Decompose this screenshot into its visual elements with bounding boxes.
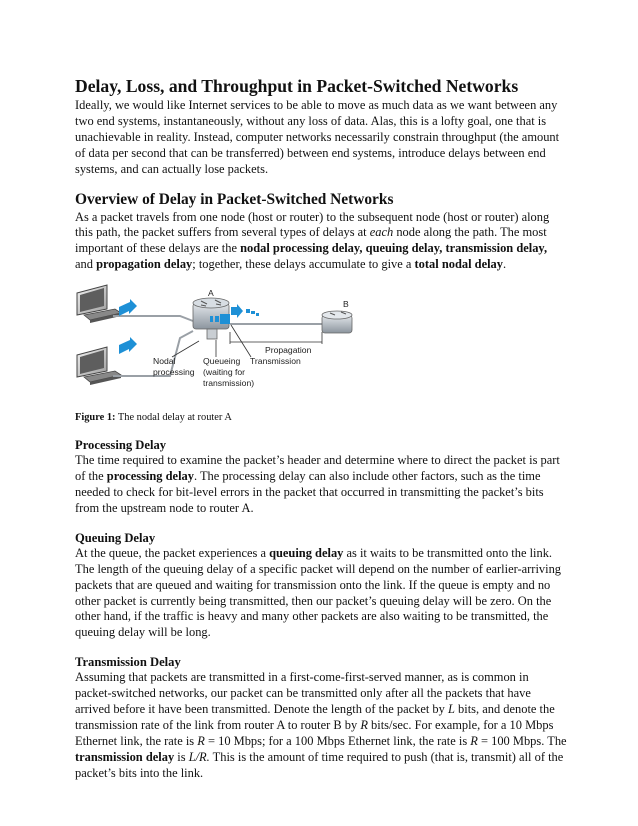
- processing-paragraph: The time required to examine the packet’s header and determine where to direct the packet is part of the processing delay. The processing delay can also include other factors, such as the time needed to check for bit-level errors in the packet that occurred in transmitting the packet’s bits from the upstream node to router A.: [75, 453, 560, 515]
- intro-paragraph: Ideally, we would like Internet services to be able to move as much data as we want between any two end systems, instantaneously, without any loss of data. Alas, this is a lofty goal, one that is unachievable in reality. Instead, computer networks necessarily constrain throughput (the amount of data per second that can be transferred) between end systems, introduce delays between end systems, and can actually lose packets.: [75, 98, 560, 176]
- transmission-paragraph: Assuming that packets are transmitted in a first-come-first-served manner, as is common in packet-switched networks, our packet can be transmitted only after all the packets that have arrived before it have been transmitted. Denote the length of the packet by L bits, and denote the transmission rate of the link from router A to router B by R bits/sec. For example, for a 10 Mbps Ethernet link, the rate is R = 10 Mbps; for a 100 Mbps Ethernet link, the rate is R = 100 Mbps. The transmission delay is L/R. This is the amount of time required to push (that is, transmit) all of the packet’s bits into the link.: [75, 670, 567, 780]
- label-b: B: [343, 299, 349, 310]
- router-a-icon: [193, 298, 230, 339]
- overview-heading: Overview of Delay in Packet-Switched Networks: [75, 190, 394, 208]
- packet-arrows: [119, 299, 259, 354]
- queuing-paragraph: At the queue, the packet experiences a queuing delay as it waits to be transmitted onto the link. The length of the queuing delay of a specific packet will depend on the number of earlier-arriving packets that are queued and waiting for transmission onto the link. If the queue is empty and no other packet is currently being transmitted, then our packet’s queuing delay will be zero. On the other hand, if the traffic is heavy and many other packets are also waiting to be transmitted, the queuing delay will be long.: [75, 545, 562, 640]
- label-transmission: Transmission: [250, 356, 301, 367]
- label-nodal: Nodal: [153, 356, 176, 367]
- label-queueing: Queueing: [203, 356, 241, 367]
- router-b-icon: [322, 311, 352, 333]
- document-page: [75, 76, 567, 782]
- processing-heading: Processing Delay: [75, 438, 167, 453]
- queuing-heading: Queuing Delay: [75, 530, 156, 545]
- label-processing: processing: [153, 367, 195, 378]
- propagation-bracket: [230, 332, 322, 344]
- nodal-delay-diagram: [75, 283, 567, 403]
- overview-paragraph: As a packet travels from one node (host or router) to the subsequent node (host or router) along this path, the packet suffers from several types of delays at each node along the path. The most important of these delays are the nodal processing delay, queuing delay, transmission delay, and propagation delay; together, these delays accumulate to give a total nodal delay.: [75, 209, 550, 272]
- transmission-heading: Transmission Delay: [75, 655, 181, 670]
- label-propagation: Propagation: [265, 345, 312, 356]
- computer-icon: [77, 347, 121, 385]
- computer-icon: [77, 285, 121, 323]
- label-waiting: (waiting for: [203, 367, 246, 378]
- page-title: Delay, Loss, and Throughput in Packet-Switched Networks: [75, 76, 519, 96]
- figure-caption: Figure 1: The nodal delay at router A: [75, 412, 232, 424]
- label-a: A: [208, 288, 214, 299]
- label-transmission-paren: transmission): [203, 378, 255, 389]
- nodal-delay-figure: [75, 283, 567, 403]
